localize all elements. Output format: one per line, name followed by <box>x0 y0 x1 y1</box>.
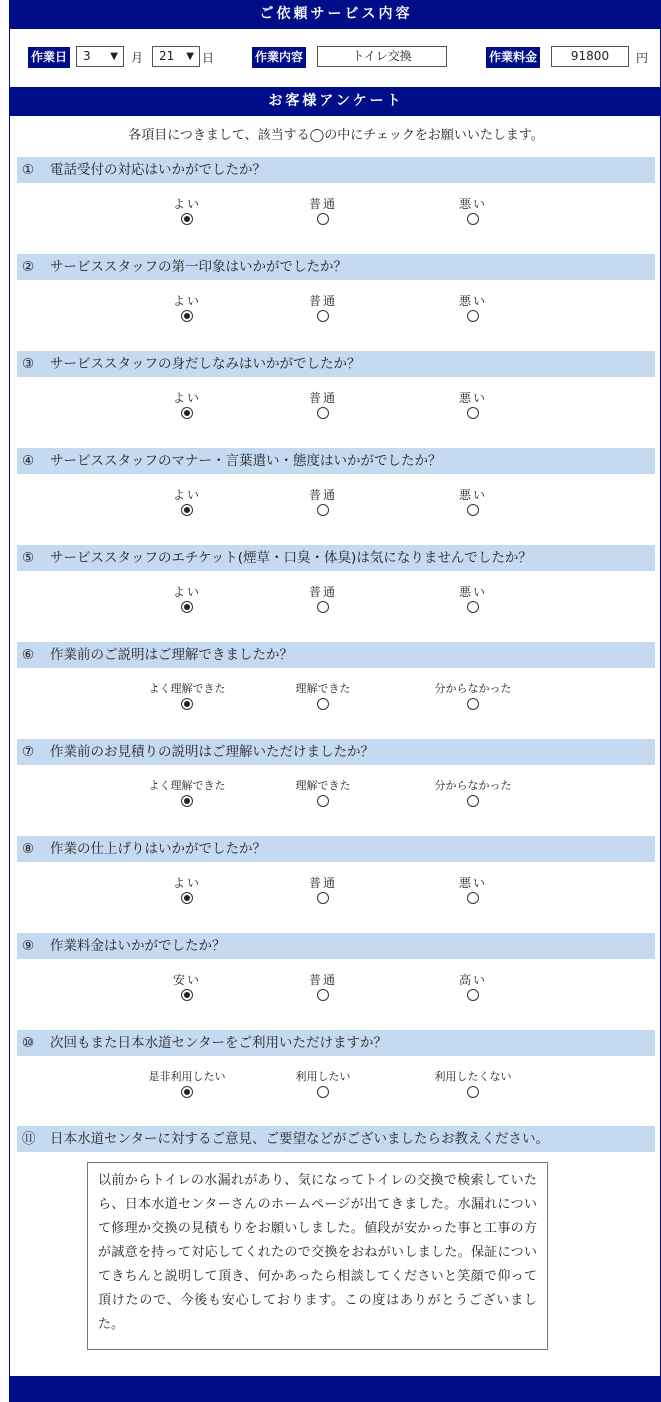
answer-option[interactable] <box>413 486 533 519</box>
question-number: ② <box>22 259 35 275</box>
question-number: ④ <box>22 453 35 469</box>
question-number: ⑥ <box>22 647 35 663</box>
question-text: 電話受付の対応はいかがでしたか？ <box>50 162 266 178</box>
question-number: ③ <box>22 356 35 372</box>
radio-button[interactable] <box>317 698 329 710</box>
answer-option-label: 普通 <box>308 197 337 211</box>
answer-option-label: 理解できた <box>295 682 351 695</box>
work-content-label: 作業内容 <box>252 47 306 68</box>
answer-option[interactable] <box>127 680 247 713</box>
work-fee-label: 作業料金 <box>486 47 540 68</box>
answer-option-label: 普通 <box>308 585 337 599</box>
question-header <box>17 642 655 668</box>
question-number: ⑦ <box>22 744 35 760</box>
survey-header-title: お客様アンケート <box>268 93 404 109</box>
question-number: ⑪ <box>22 1131 36 1147</box>
radio-button[interactable] <box>181 892 193 904</box>
question-text: 次回もまた日本水道センターをご利用いただけますか？ <box>50 1035 387 1051</box>
answer-option-label: 普通 <box>308 973 337 987</box>
answer-option-label: 悪い <box>458 876 487 890</box>
question-header <box>17 254 655 280</box>
answer-option[interactable] <box>413 389 533 422</box>
answer-option-label: 利用したい <box>295 1070 351 1083</box>
radio-button[interactable] <box>467 1086 479 1098</box>
answer-option-label: 悪い <box>458 585 487 599</box>
answer-option-label: 高い <box>458 973 487 987</box>
answer-option[interactable] <box>127 874 247 907</box>
answer-option[interactable] <box>263 777 383 810</box>
answer-option-label: 理解できた <box>295 779 351 792</box>
day-select-value: 21 <box>159 49 175 63</box>
answer-option[interactable] <box>263 680 383 713</box>
answer-option[interactable] <box>127 1068 247 1101</box>
answer-option[interactable] <box>127 292 247 325</box>
answer-option[interactable] <box>413 1068 533 1101</box>
answer-option-label: 悪い <box>458 391 487 405</box>
answer-option-label: 分からなかった <box>434 779 512 792</box>
radio-button[interactable] <box>317 504 329 516</box>
answer-option-label: 普通 <box>308 391 337 405</box>
answer-option-label: 普通 <box>308 876 337 890</box>
radio-button[interactable] <box>181 213 193 225</box>
question-number: ⑩ <box>22 1035 35 1051</box>
answer-option[interactable] <box>263 971 383 1004</box>
answer-option-label: よい <box>172 876 201 890</box>
comment-textarea[interactable]: 以前からトイレの水漏れがあり、気になってトイレの交換で検索していたら、日本水道センターさんのホームページが出てきました。水漏れについて修理か交換の見積もりをお願いしました。値段が安かった事と工事の方が誠意を持って対応してくれたので交換をおねがいしました。保証についてきちんと説明して頂き、何かあったら相談してくださいと笑顔で仰って頂けたので、今後も安心しております。この度はありがとうございました。 <box>87 1162 548 1350</box>
answer-option[interactable] <box>263 389 383 422</box>
radio-button[interactable] <box>467 504 479 516</box>
fee-unit: 円 <box>636 51 649 65</box>
answer-option-label: よい <box>172 294 201 308</box>
question-text: サービススタッフの身だしなみはいかがでしたか？ <box>50 356 361 372</box>
radio-button[interactable] <box>317 407 329 419</box>
radio-button[interactable] <box>317 892 329 904</box>
answer-option[interactable] <box>413 292 533 325</box>
answer-option[interactable] <box>413 777 533 810</box>
month-unit: 月 <box>131 51 144 65</box>
answer-option-label: よい <box>172 488 201 502</box>
service-details-row <box>10 45 661 73</box>
radio-button[interactable] <box>181 310 193 322</box>
answer-option-label: 悪い <box>458 294 487 308</box>
month-select[interactable] <box>76 46 124 67</box>
question-text: 作業前のお見積りの説明はご理解いただけましたか？ <box>50 744 374 760</box>
answer-option[interactable] <box>413 195 533 228</box>
work-fee-field[interactable] <box>551 46 629 67</box>
question-header <box>17 545 655 571</box>
survey-page <box>9 0 661 1402</box>
radio-button[interactable] <box>317 989 329 1001</box>
question-number: ① <box>22 162 35 178</box>
answer-option-label: 安い <box>172 973 201 987</box>
answer-option-label: よく理解できた <box>148 682 226 695</box>
answer-option-label: 利用したくない <box>434 1070 512 1083</box>
question-number: ⑨ <box>22 938 35 954</box>
question-header <box>17 1030 655 1056</box>
question-number: ⑤ <box>22 550 35 566</box>
radio-button[interactable] <box>181 407 193 419</box>
question-text: 作業前のご説明はご理解できましたか？ <box>50 647 293 663</box>
answer-option-label: 是非利用したい <box>148 1070 226 1083</box>
answer-option[interactable] <box>127 777 247 810</box>
radio-button[interactable] <box>181 698 193 710</box>
answer-option[interactable] <box>413 971 533 1004</box>
answer-option[interactable] <box>263 874 383 907</box>
comment-question-header <box>17 1126 655 1152</box>
question-number: ⑧ <box>22 841 35 857</box>
question-header <box>17 739 655 765</box>
radio-button[interactable] <box>317 310 329 322</box>
radio-button[interactable] <box>317 601 329 613</box>
answer-option-label: 悪い <box>458 488 487 502</box>
radio-button[interactable] <box>467 892 479 904</box>
radio-button[interactable] <box>467 213 479 225</box>
survey-header <box>10 87 661 116</box>
footer-bar <box>10 1376 661 1402</box>
day-select[interactable] <box>152 46 200 67</box>
question-header <box>17 933 655 959</box>
answer-option[interactable] <box>263 486 383 519</box>
answer-option-label: 分からなかった <box>434 682 512 695</box>
answer-option-label: よく理解できた <box>148 779 226 792</box>
answer-option[interactable] <box>127 389 247 422</box>
work-date-label: 作業日 <box>28 47 70 68</box>
question-header <box>17 836 655 862</box>
radio-button[interactable] <box>181 1086 193 1098</box>
radio-button[interactable] <box>467 310 479 322</box>
question-text: サービススタッフの第一印象はいかがでしたか？ <box>50 259 347 275</box>
answer-option-label: 普通 <box>308 488 337 502</box>
answer-option-label: よい <box>172 197 201 211</box>
radio-button[interactable] <box>317 213 329 225</box>
work-content-field[interactable] <box>317 46 447 67</box>
answer-option[interactable] <box>263 583 383 616</box>
day-unit: 日 <box>202 51 215 65</box>
radio-button[interactable] <box>181 504 193 516</box>
answer-option[interactable] <box>263 195 383 228</box>
answer-option[interactable] <box>413 583 533 616</box>
answer-option-label: よい <box>172 391 201 405</box>
answer-option[interactable] <box>127 195 247 228</box>
service-header-title: ご依頼サービス内容 <box>259 6 413 22</box>
question-text: サービススタッフのエチケット(煙草・口臭・体臭)は気になりませんでしたか？ <box>50 550 532 566</box>
question-text: サービススタッフのマナー・言葉遣い・態度はいかがでしたか？ <box>50 453 442 469</box>
radio-button[interactable] <box>467 601 479 613</box>
answer-option-label: 悪い <box>458 197 487 211</box>
radio-button[interactable] <box>467 795 479 807</box>
work-fee-value: 91800 <box>570 49 610 63</box>
chevron-down-icon: ▼ <box>110 51 118 62</box>
radio-button[interactable] <box>317 1086 329 1098</box>
answer-option-label: よい <box>172 585 201 599</box>
answer-option[interactable] <box>413 680 533 713</box>
question-text: 作業料金はいかがでしたか？ <box>50 938 226 954</box>
radio-button[interactable] <box>317 795 329 807</box>
radio-button[interactable] <box>467 989 479 1001</box>
question-header <box>17 157 655 183</box>
answer-option[interactable] <box>127 971 247 1004</box>
survey-instructions: 各項目につきまして、該当する◯の中にチェックをお願いいたします。 <box>128 128 544 143</box>
service-header <box>10 0 661 29</box>
answer-option[interactable] <box>127 583 247 616</box>
question-header <box>17 448 655 474</box>
chevron-down-icon: ▼ <box>186 51 194 62</box>
month-select-value: 3 <box>83 49 91 63</box>
answer-option[interactable] <box>263 1068 383 1101</box>
radio-button[interactable] <box>181 989 193 1001</box>
question-text: 日本水道センターに対するご意見、ご要望などがございましたらお教えください。 <box>50 1131 549 1147</box>
answer-option-label: 普通 <box>308 294 337 308</box>
radio-button[interactable] <box>181 601 193 613</box>
answer-option[interactable] <box>263 292 383 325</box>
work-content-value: トイレ交換 <box>352 49 412 63</box>
answer-option[interactable] <box>413 874 533 907</box>
answer-option[interactable] <box>127 486 247 519</box>
radio-button[interactable] <box>467 698 479 710</box>
question-text: 作業の仕上げりはいかがでしたか？ <box>50 841 266 857</box>
question-header <box>17 351 655 377</box>
radio-button[interactable] <box>467 407 479 419</box>
radio-button[interactable] <box>181 795 193 807</box>
